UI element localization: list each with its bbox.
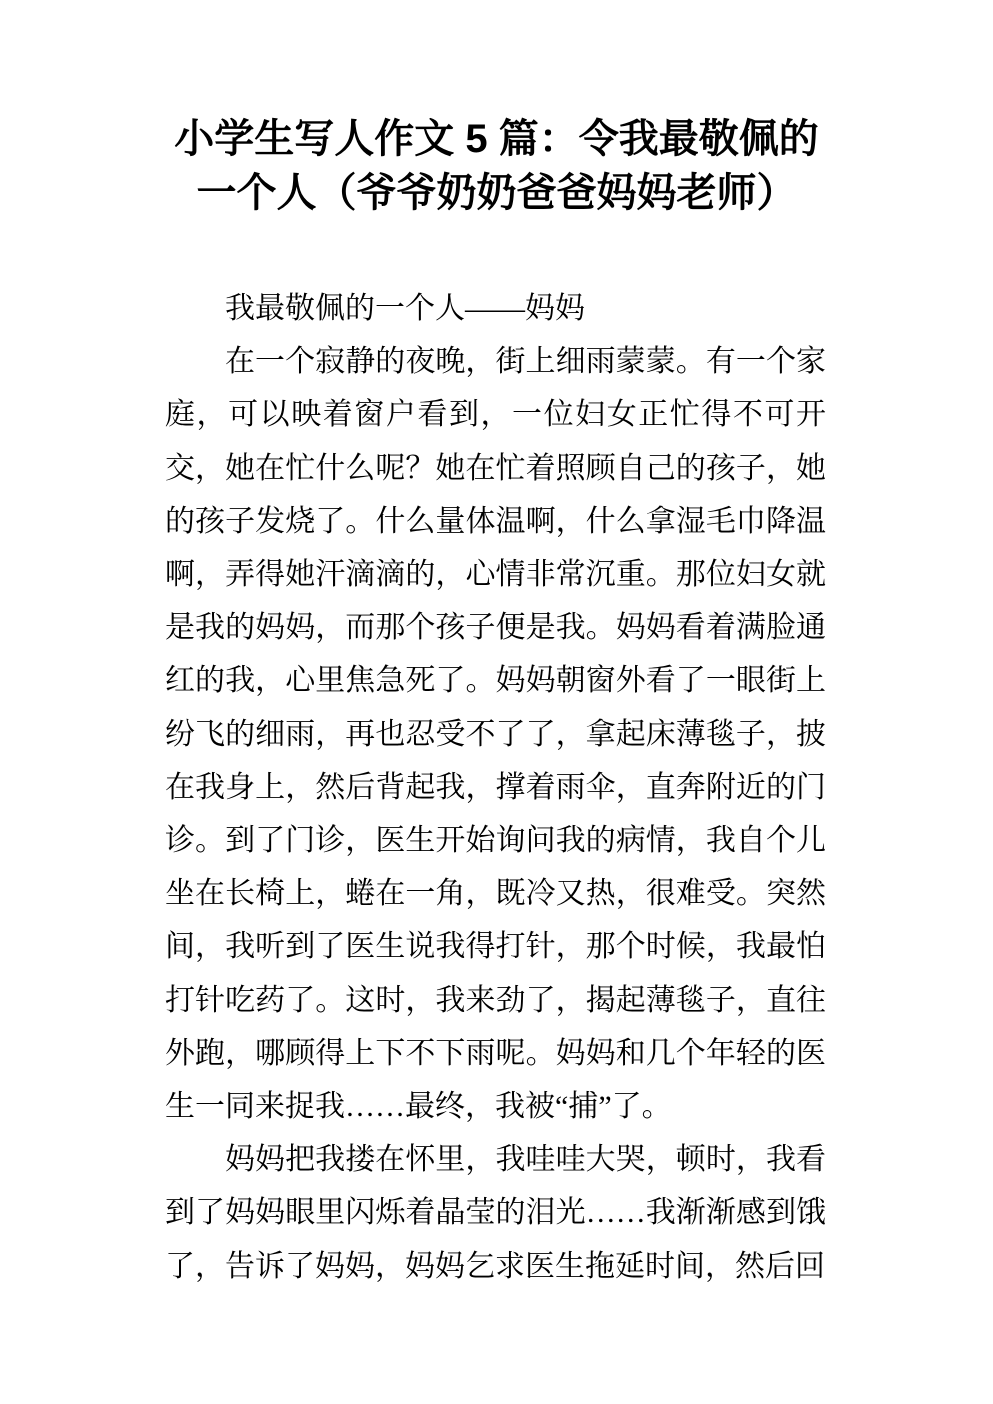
essay-paragraph: 在一个寂静的夜晚，街上细雨蒙蒙。有一个家庭，可以映着窗户看到，一位妇女正忙得不可开交，她在忙什么呢？她在忙着照顾自己的孩子，她的孩子发烧了。什么量体温啊，什么拿湿毛巾降温啊，弄得她汗滴滴的，心情非常沉重。那位妇女就是我的妈妈，而那个孩子便是我。妈妈看着满脸通红的我，心里焦急死了。妈妈朝窗外看了一眼街上纷飞的细雨，再也忍受不了了，拿起床薄毯子，披在我身上，然后背起我，撑着雨伞，直奔附近的门诊。到了门诊，医生开始询问我的病情，我自个儿坐在长椅上，蜷在一角，既冷又热，很难受。突然间，我听到了医生说我得打针，那个时候，我最怕打针吃药了。这时，我来劲了，揭起薄毯子，直往外跑，哪顾得上下不下雨呢。妈妈和几个年轻的医生一同来捉我……最终，我被“捕”了。: [165, 345, 826, 1124]
essay-paragraph: 妈妈把我搂在怀里，我哇哇大哭，顿时，我看到了妈妈眼里闪烁着晶莹的泪光……我渐渐感到饿了，告诉了妈妈，妈妈乞求医生拖延时间，然后回: [165, 1143, 826, 1283]
essay-body: [165, 282, 826, 1293]
document-title: 小学生写人作文 5 篇：令我最敬佩的一个人（爷爷奶奶爸爸妈妈老师）: [174, 117, 819, 215]
essay-subtitle: 我最敬佩的一个人——妈妈: [225, 292, 585, 325]
